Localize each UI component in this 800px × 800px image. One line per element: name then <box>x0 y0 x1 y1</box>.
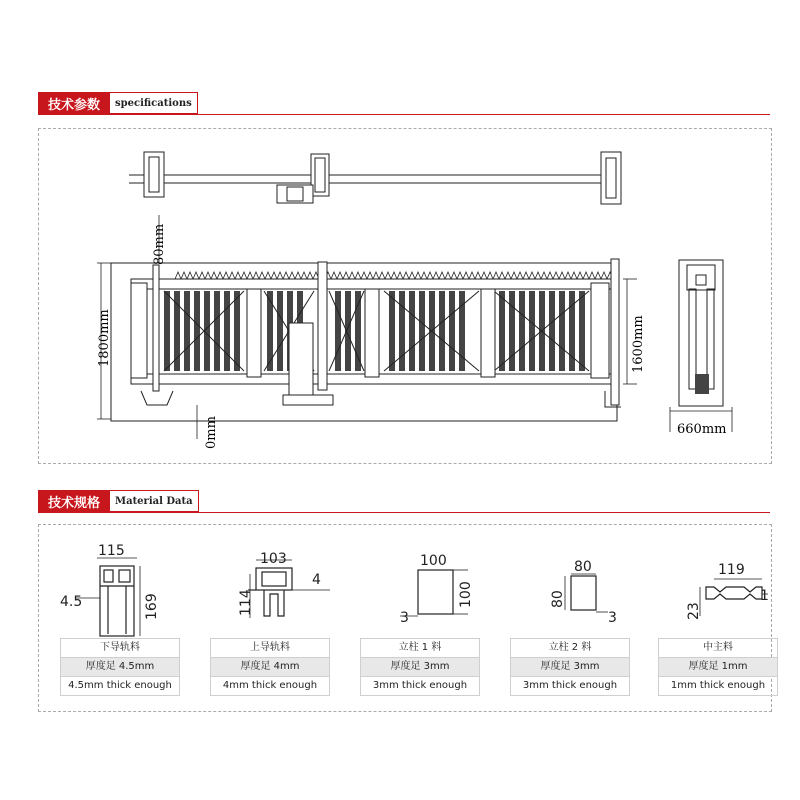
material-card-lower-rail <box>60 638 180 696</box>
material-thickness-zh: 厚度足 3mm <box>510 658 630 677</box>
material-thickness-zh: 厚度足 4mm <box>210 658 330 677</box>
post-1-width: 100 <box>420 553 447 569</box>
post-1-height: 100 <box>458 581 474 608</box>
lower-rail-profile-icon <box>76 558 140 636</box>
material-name: 中主料 <box>658 638 778 658</box>
middle-main-profile-icon <box>700 579 768 616</box>
material-thickness-zh: 厚度足 4.5mm <box>60 658 180 677</box>
dim-1800-label: 1800mm <box>97 309 112 367</box>
material-thickness-en: 4.5mm thick enough <box>60 677 180 696</box>
material-title-zh: 技术规格 <box>38 490 110 512</box>
post-2-height: 80 <box>550 590 566 608</box>
material-rule <box>38 512 770 513</box>
material-name: 立柱 1 料 <box>360 638 480 658</box>
upper-rail-height: 114 <box>238 589 254 616</box>
material-thickness-zh: 厚度足 1mm <box>658 658 778 677</box>
dim-1600-label: 1600mm <box>631 315 646 373</box>
material-name: 立柱 2 料 <box>510 638 630 658</box>
specifications-title-zh: 技术参数 <box>38 92 110 114</box>
material-thickness-en: 3mm thick enough <box>360 677 480 696</box>
material-title-en: Material Data <box>110 490 199 512</box>
post-1-thickness: 3 <box>400 610 409 626</box>
dim-660-label: 660mm <box>677 422 727 437</box>
lower-rail-thickness: 4.5 <box>60 594 83 610</box>
material-name: 上导轨料 <box>210 638 330 658</box>
material-thickness-en: 1mm thick enough <box>658 677 778 696</box>
material-card-post-2 <box>510 638 630 696</box>
material-thickness-en: 4mm thick enough <box>210 677 330 696</box>
lower-rail-width: 115 <box>98 543 125 559</box>
dim-80-label: 80mm <box>152 223 167 265</box>
gate-side-view <box>670 260 732 432</box>
upper-rail-thickness: 4 <box>312 572 321 588</box>
material-header <box>38 490 199 512</box>
middle-main-width: 119 <box>718 562 745 578</box>
post-2-thickness: 3 <box>608 610 617 626</box>
middle-main-height: 23 <box>686 602 702 620</box>
material-thickness-zh: 厚度足 3mm <box>360 658 480 677</box>
lower-rail-height: 169 <box>144 593 160 620</box>
specifications-rule <box>38 114 770 115</box>
specifications-panel <box>38 128 772 464</box>
post-2-profile-icon <box>565 574 608 612</box>
gate-top-view <box>129 152 621 204</box>
dim-0-label: 0mm <box>204 416 219 449</box>
material-name: 下导轨料 <box>60 638 180 658</box>
material-card-upper-rail <box>210 638 330 696</box>
material-card-post-1 <box>360 638 480 696</box>
upper-rail-profile-icon <box>248 560 330 618</box>
post-2-width: 80 <box>574 559 592 575</box>
specifications-title-en: specifications <box>110 92 198 114</box>
specifications-header <box>38 92 198 114</box>
material-thickness-en: 3mm thick enough <box>510 677 630 696</box>
gate-front-view <box>97 215 637 439</box>
material-card-middle-main <box>658 638 778 696</box>
upper-rail-width: 103 <box>260 551 287 567</box>
gate-drawing <box>39 129 771 463</box>
middle-main-thickness: 1 <box>760 588 769 604</box>
